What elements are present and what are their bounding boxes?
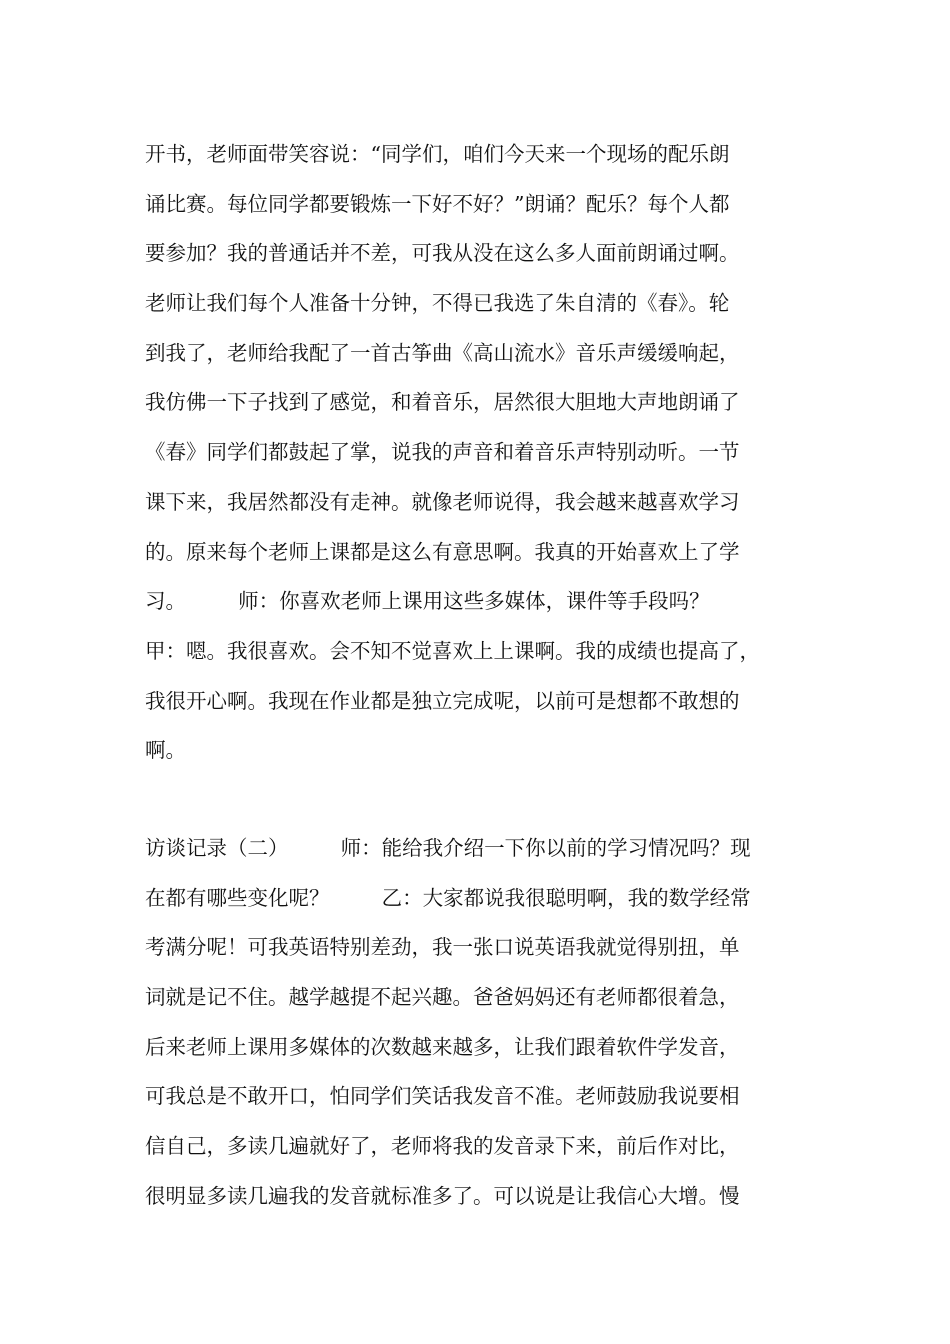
text-line: 课下来，我居然都没有走神。就像老师说得，我会越来越喜欢学习	[145, 489, 740, 514]
text-line: 习。 师：你喜欢老师上课用这些多媒体，课件等手段吗？	[145, 589, 710, 614]
text-line: 要参加？我的普通话并不差，可我从没在这么多人面前朗诵过啊。	[145, 241, 740, 266]
text-line: 甲：嗯。我很喜欢。会不知不觉喜欢上上课啊。我的成绩也提高了，	[145, 638, 760, 663]
text-line: 开书，老师面带笑容说：“同学们，咱们今天来一个现场的配乐朗	[145, 142, 730, 166]
text-line: 我仿佛一下子找到了感觉，和着音乐，居然很大胆地大声地朗诵了	[145, 390, 740, 415]
paragraph-interview-2	[145, 824, 845, 1222]
text-line: 词就是记不住。越学越提不起兴趣。爸爸妈妈还有老师都很着急，	[145, 985, 740, 1010]
text-line: 的。原来每个老师上课都是这么有意思啊。我真的开始喜欢上了学	[145, 539, 740, 564]
text-line: 在都有哪些变化呢？ 乙：大家都说我很聪明啊，我的数学经常	[145, 885, 751, 910]
text-line: 到我了，老师给我配了一首古筝曲《高山流水》音乐声缓缓响起，	[145, 340, 740, 365]
text-line: 老师让我们每个人准备十分钟，不得已我选了朱自清的《春》。轮	[145, 291, 730, 316]
text-line: 访谈记录（二） 师：能给我介绍一下你以前的学习情况吗？现	[145, 836, 751, 860]
text-line: 信自己，多读几遍就好了，老师将我的发音录下来，前后作对比，	[145, 1134, 740, 1159]
text-line: 后来老师上课用多媒体的次数越来越多，让我们跟着软件学发音，	[145, 1034, 740, 1059]
text-line: 可我总是不敢开口，怕同学们笑话我发音不准。老师鼓励我说要相	[145, 1084, 740, 1109]
text-line: 很明显多读几遍我的发音就标准多了。可以说是让我信心大增。慢	[145, 1183, 740, 1208]
text-line: 诵比赛。每位同学都要锻炼一下好不好？”朗诵？配乐？每个人都	[145, 191, 730, 216]
text-line: 啊。	[145, 738, 186, 763]
text-line: 考满分呢！可我英语特别差劲，我一张口说英语我就觉得别扭，单	[145, 935, 740, 960]
text-line: 《春》同学们都鼓起了掌，说我的声音和着音乐声特别动听。一节	[145, 440, 740, 465]
paragraph-interview-1	[145, 130, 845, 776]
text-line: 我很开心啊。我现在作业都是独立完成呢，以前可是想都不敢想的	[145, 688, 740, 713]
